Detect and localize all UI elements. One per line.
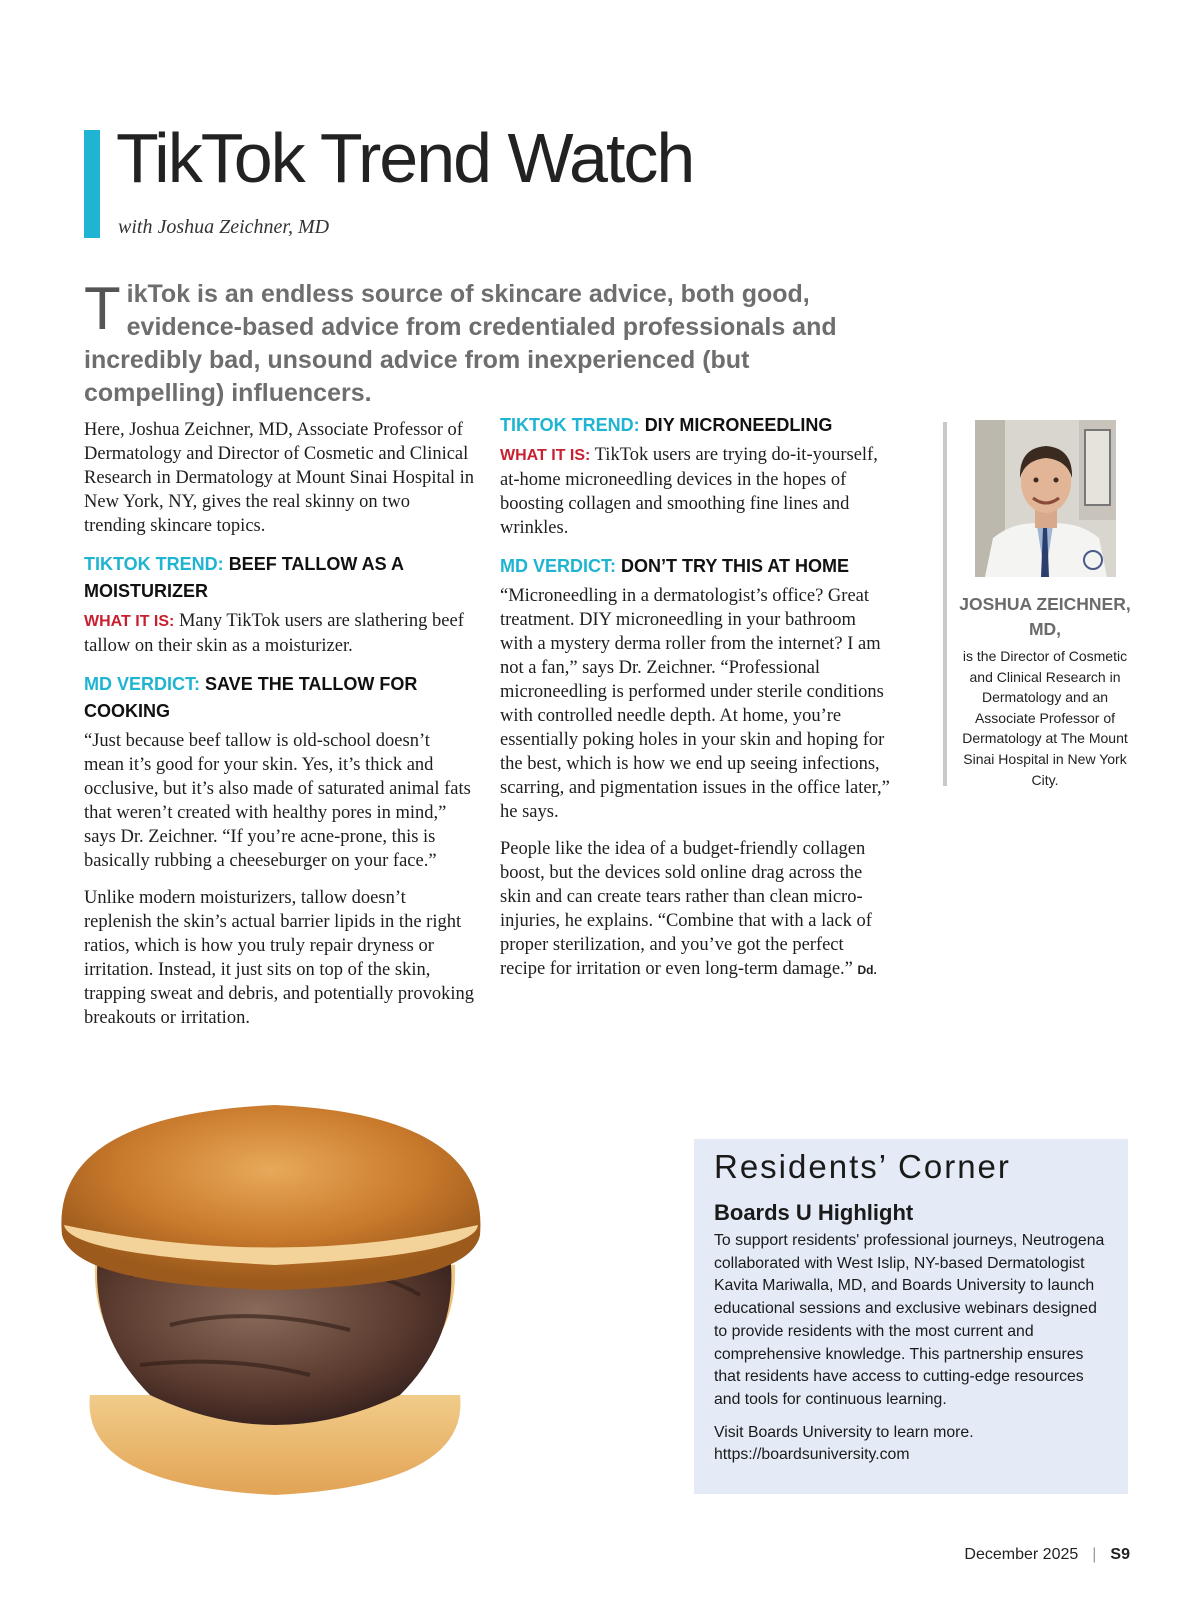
verdict-title: SAVE THE TALLOW FOR COOKING — [84, 674, 418, 721]
what-text: TikTok users are trying do-it-yourself, at-home microneedling devices in the hopes of boosting collagen and smoothing fine lines and wrinkles. — [500, 445, 878, 538]
title-accent-bar — [84, 130, 100, 238]
residents-cta-text: Visit Boards University to learn more. — [714, 1423, 974, 1441]
verdict-label: MD VERDICT: — [84, 674, 200, 694]
drop-cap: T — [84, 275, 121, 342]
body-paragraph: “Just because beef tallow is old-school doesn’t mean it’s good for your skin. Yes, it’s thick and occlusive, but it’s also made of saturated animal fats that weren’t created with healthy pores in mind,” says Dr. Zeichner. “If you’re acne-prone, this is basically rubbing a cheeseburger on your face.” — [84, 731, 471, 871]
burger-image — [50, 1095, 500, 1505]
what-it-is-microneedling — [500, 443, 890, 540]
intro-text: ikTok is an endless source of skincare advice, both good, evidence-based advice from credentialed professionals and incredibly bad, unsound advice from inexperienced (but compelling) influencers. — [84, 280, 837, 407]
residents-cta — [714, 1422, 1114, 1467]
verdict-label: MD VERDICT: — [500, 556, 616, 576]
trend-heading-microneedling — [500, 412, 890, 439]
trend-label: TIKTOK TREND: — [500, 415, 640, 435]
lead-paragraph: Here, Joshua Zeichner, MD, Associate Professor of Dermatology and Director of Cosmetic and Clinical Research in Dermatology at Mount Sinai Hospital in New York, NY, gives the real skinny on two trending skincare topics. — [84, 420, 474, 536]
verdict-heading-microneedling — [500, 553, 890, 580]
author-name: JOSHUA ZEICHNER, MD, — [959, 594, 1131, 639]
footer-separator: | — [1092, 1546, 1097, 1563]
trend-title: DIY MICRONEEDLING — [644, 415, 833, 435]
trend-heading-tallow — [84, 551, 474, 605]
what-it-is-tallow — [84, 609, 474, 658]
article-column-1 — [84, 418, 474, 1043]
author-photo — [975, 420, 1116, 577]
trend-label: TIKTOK TREND: — [84, 554, 224, 574]
residents-corner-body — [714, 1230, 1114, 1467]
byline: with Joshua Zeichner, MD — [118, 216, 330, 238]
verdict-title: DON’T TRY THIS AT HOME — [621, 556, 850, 576]
residents-url-link[interactable]: https://boardsuniversity.com — [714, 1446, 910, 1464]
intro-paragraph — [84, 275, 884, 410]
body-text: People like the idea of a budget-friendly collagen boost, but the devices sold online drag across the skin and can create tears rather than clean micro-injuries, he explains. “Combine that with a lack of proper sterilization, and you’ve got the perfect recipe for irritation or even long-term damage.” — [500, 839, 872, 979]
residents-corner-subtitle: Boards U Highlight — [714, 1200, 914, 1225]
page-title: TikTok Trend Watch — [116, 119, 694, 197]
what-label: WHAT IT IS: — [84, 613, 175, 630]
article-column-2 — [500, 415, 890, 995]
what-label: WHAT IT IS: — [500, 447, 591, 464]
residents-body-text: To support residents' professional journeys, Neutrogena collaborated with West Islip, NY-based Dermatologist Kavita Mariwalla, MD, and Boards University to launch educational sessions and exclusive webinars designed to provide residents with the most current and comprehensive knowledge. This partnership ensures that residents have access to cutting-edge resources and tools for continuous learning. — [714, 1232, 1105, 1408]
author-bio: is the Director of Cosmetic and Clinical Research in Dermatology and an Associate Professor of Dermatology at The Mount Sinai Hospital in New York City. — [962, 648, 1128, 788]
residents-corner-title: Residents’ Corner — [714, 1148, 1011, 1185]
page-number: S9 — [1110, 1546, 1130, 1563]
end-mark: Dd. — [857, 963, 877, 977]
body-paragraph: Unlike modern moisturizers, tallow doesn’t replenish the skin’s actual barrier lipids in the right ratios, which is how you truly repair dryness or irritation. Instead, it just sits on top of the skin, trapping sweat and debris, and potentially provoking breakouts or irritation. — [84, 888, 474, 1028]
issue-date: December 2025 — [964, 1546, 1079, 1563]
trend-title: BEEF TALLOW AS A MOISTURIZER — [84, 554, 404, 601]
what-text: Many TikTok users are slathering beef tallow on their skin as a moisturizer. — [84, 611, 464, 656]
page-footer — [950, 1546, 1130, 1564]
body-paragraph-last — [500, 837, 890, 982]
sidebar-divider — [943, 422, 947, 786]
verdict-heading-tallow — [84, 671, 474, 725]
body-paragraph: “Microneedling in a dermatologist’s office? Great treatment. DIY microneedling in your bathroom with a mystery derma roller from the internet? I am not a fan,” says Dr. Zeichner. “Professional microneedling is performed under sterile conditions with controlled needle depth. At home, you’re essentially poking holes in your skin and hoping for the best, which is how we end up seeing infections, scarring, and pigmentation issues in the office later,” he says. — [500, 586, 890, 822]
